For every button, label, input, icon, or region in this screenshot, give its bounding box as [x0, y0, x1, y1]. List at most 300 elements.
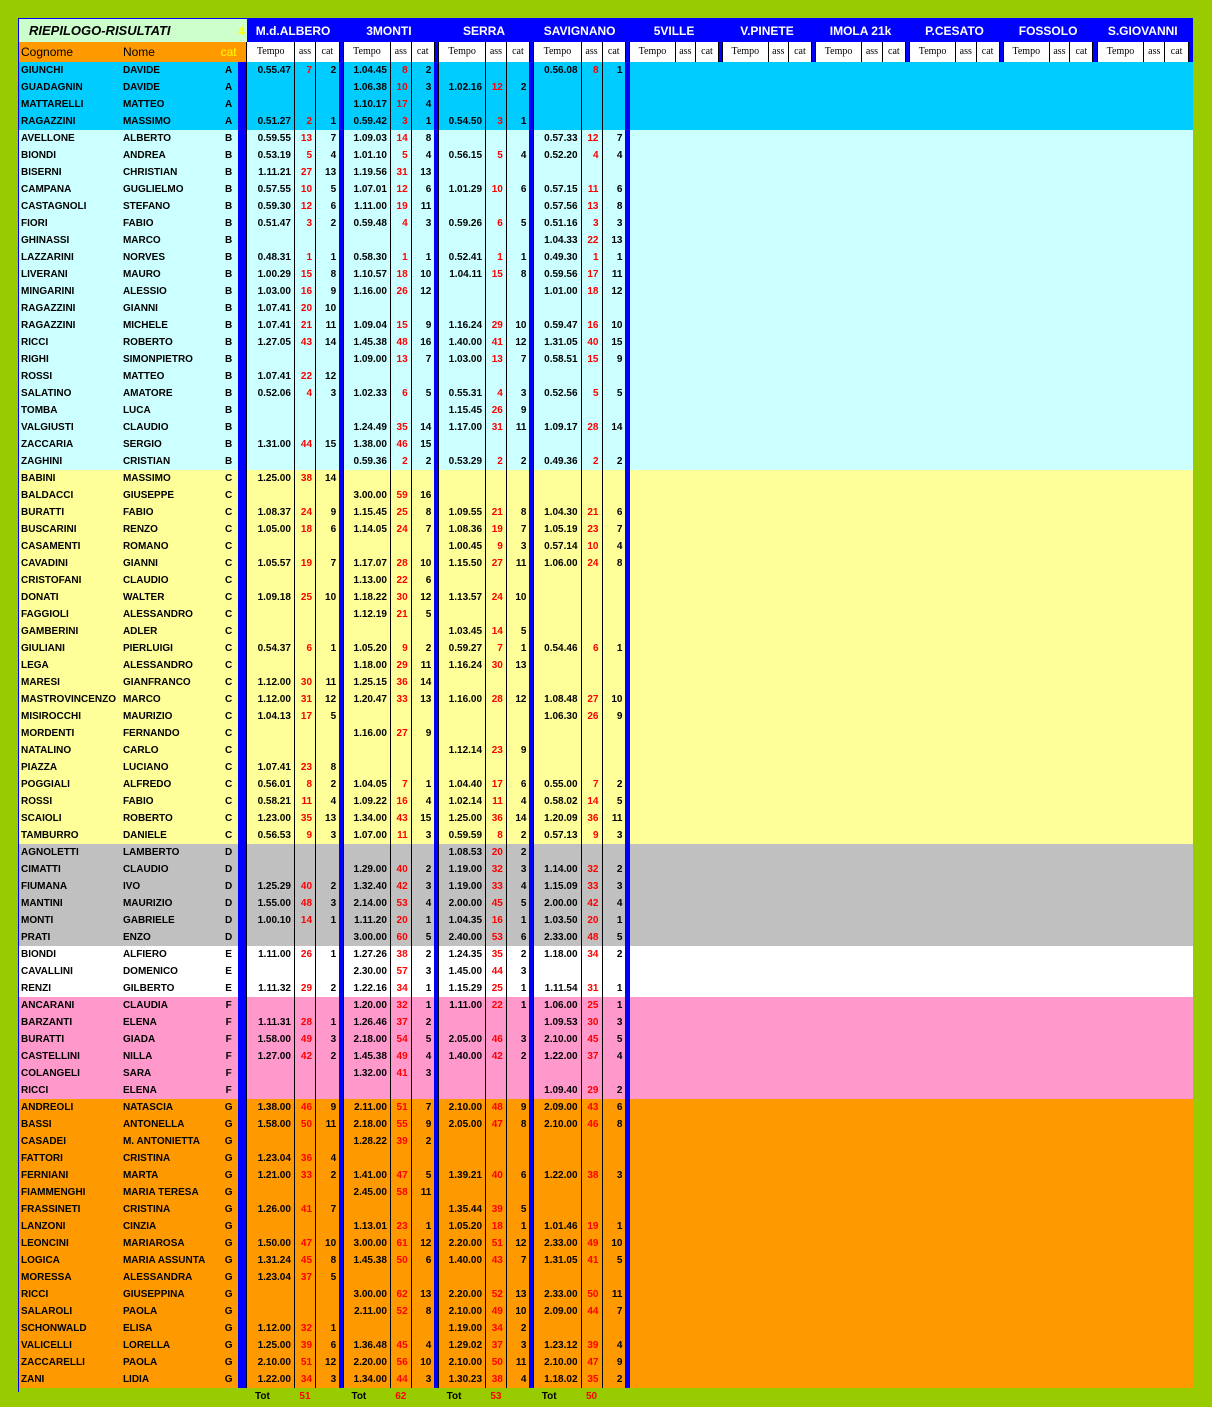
athlete-surname[interactable]: BABINI — [21, 472, 56, 484]
category-position-cell[interactable] — [602, 1133, 625, 1150]
empty-race-cell[interactable] — [723, 181, 816, 198]
overall-position-cell[interactable]: 27 — [581, 691, 602, 708]
overall-position-cell[interactable]: 34 — [390, 980, 411, 997]
empty-race-cell[interactable] — [1097, 521, 1193, 538]
overall-position-cell[interactable]: 50 — [294, 1116, 315, 1133]
race-time-cell[interactable]: 0.58.51 — [534, 351, 581, 368]
overall-position-cell[interactable] — [486, 96, 507, 113]
empty-race-cell[interactable] — [723, 283, 816, 300]
category-position-cell[interactable] — [316, 725, 340, 742]
category-position-cell[interactable]: 2 — [411, 946, 434, 963]
race-time-cell[interactable]: 1.12.00 — [247, 1320, 294, 1337]
race-time-cell[interactable]: 1.15.50 — [439, 555, 486, 572]
athlete-surname[interactable]: ROSSI — [21, 370, 53, 382]
empty-race-cell[interactable] — [1097, 215, 1193, 232]
empty-race-cell[interactable] — [1003, 810, 1097, 827]
category-position-cell[interactable] — [411, 232, 434, 249]
athlete-surname[interactable]: RAGAZZINI — [21, 319, 76, 331]
race-time-cell[interactable] — [247, 997, 294, 1014]
empty-race-cell[interactable] — [1097, 1031, 1193, 1048]
category-position-cell[interactable]: 6 — [316, 1337, 340, 1354]
overall-position-cell[interactable]: 13 — [390, 351, 411, 368]
category-position-cell[interactable]: 3 — [506, 861, 529, 878]
category-position-cell[interactable]: 3 — [316, 895, 340, 912]
empty-race-cell[interactable] — [723, 487, 816, 504]
athlete-surname[interactable]: GHINASSI — [21, 234, 70, 246]
athlete-surname[interactable]: BIONDI — [21, 948, 56, 960]
overall-position-cell[interactable]: 17 — [294, 708, 315, 725]
empty-race-cell[interactable] — [816, 1354, 910, 1371]
category-position-cell[interactable] — [316, 606, 340, 623]
empty-race-cell[interactable] — [910, 725, 1004, 742]
empty-race-cell[interactable] — [723, 266, 816, 283]
overall-position-cell[interactable]: 39 — [294, 1337, 315, 1354]
athlete-surname[interactable]: LEGA — [21, 659, 49, 671]
athlete-category[interactable]: C — [225, 608, 233, 620]
overall-position-cell[interactable]: 23 — [581, 521, 602, 538]
empty-race-cell[interactable] — [816, 79, 910, 96]
category-position-cell[interactable]: 2 — [411, 640, 434, 657]
overall-position-cell[interactable]: 29 — [390, 657, 411, 674]
empty-race-cell[interactable] — [630, 1099, 723, 1116]
race-time-cell[interactable] — [247, 844, 294, 861]
athlete-surname[interactable]: TAMBURRO — [21, 829, 79, 841]
empty-race-cell[interactable] — [1003, 1201, 1097, 1218]
category-position-cell[interactable]: 7 — [602, 130, 625, 147]
race-time-cell[interactable] — [534, 606, 581, 623]
overall-position-cell[interactable]: 25 — [294, 589, 315, 606]
athlete-surname[interactable]: GUADAGNIN — [21, 81, 83, 93]
athlete-surname[interactable]: FAGGIOLI — [21, 608, 69, 620]
empty-race-cell[interactable] — [816, 1150, 910, 1167]
empty-race-cell[interactable] — [1003, 589, 1097, 606]
overall-position-cell[interactable] — [390, 1201, 411, 1218]
overall-position-cell[interactable] — [294, 725, 315, 742]
empty-race-cell[interactable] — [910, 555, 1004, 572]
race-time-cell[interactable] — [534, 1269, 581, 1286]
race-time-cell[interactable] — [439, 283, 486, 300]
category-position-cell[interactable]: 11 — [602, 1286, 625, 1303]
category-position-cell[interactable] — [316, 929, 340, 946]
overall-position-cell[interactable] — [581, 470, 602, 487]
overall-position-cell[interactable]: 4 — [581, 147, 602, 164]
category-position-cell[interactable]: 8 — [506, 266, 529, 283]
athlete-surname[interactable]: BALDACCI — [21, 489, 74, 501]
athlete-surname[interactable]: ANDREOLI — [21, 1101, 74, 1113]
overall-position-cell[interactable]: 3 — [486, 113, 507, 130]
empty-race-cell[interactable] — [1097, 997, 1193, 1014]
race-time-cell[interactable]: 2.00.00 — [534, 895, 581, 912]
overall-position-cell[interactable] — [581, 164, 602, 181]
overall-position-cell[interactable]: 43 — [390, 810, 411, 827]
category-position-cell[interactable] — [602, 470, 625, 487]
overall-position-cell[interactable] — [486, 470, 507, 487]
category-position-cell[interactable]: 2 — [506, 453, 529, 470]
subheader-category-position[interactable]: cat — [1070, 42, 1093, 62]
race-time-cell[interactable]: 1.09.00 — [343, 351, 390, 368]
athlete-name[interactable]: MAURO — [122, 268, 161, 280]
athlete-surname[interactable]: MORESSA — [21, 1271, 72, 1283]
overall-position-cell[interactable]: 18 — [390, 266, 411, 283]
empty-race-cell[interactable] — [630, 487, 723, 504]
category-position-cell[interactable]: 9 — [316, 283, 340, 300]
empty-race-cell[interactable] — [816, 368, 910, 385]
athlete-name[interactable]: CLAUDIO — [122, 574, 169, 586]
category-position-cell[interactable] — [506, 283, 529, 300]
race-header[interactable]: P.CESATO — [910, 19, 999, 42]
overall-position-cell[interactable]: 14 — [390, 130, 411, 147]
race-time-cell[interactable] — [343, 1269, 390, 1286]
category-position-cell[interactable]: 5 — [316, 181, 340, 198]
category-position-cell[interactable]: 3 — [602, 827, 625, 844]
race-time-cell[interactable] — [343, 1201, 390, 1218]
empty-race-cell[interactable] — [816, 980, 910, 997]
subheader-time[interactable]: Tempo — [534, 42, 581, 62]
subheader-position[interactable]: ass — [486, 42, 507, 62]
empty-race-cell[interactable] — [816, 776, 910, 793]
empty-race-cell[interactable] — [1003, 470, 1097, 487]
athlete-name[interactable]: DAVIDE — [122, 81, 160, 93]
race-time-cell[interactable]: 1.15.45 — [439, 402, 486, 419]
empty-race-cell[interactable] — [630, 79, 723, 96]
category-position-cell[interactable]: 1 — [411, 249, 434, 266]
category-position-cell[interactable] — [506, 674, 529, 691]
empty-race-cell[interactable] — [723, 725, 816, 742]
category-position-cell[interactable]: 4 — [506, 147, 529, 164]
empty-race-cell[interactable] — [816, 572, 910, 589]
empty-race-cell[interactable] — [723, 997, 816, 1014]
overall-position-cell[interactable]: 2 — [581, 453, 602, 470]
category-position-cell[interactable]: 14 — [411, 419, 434, 436]
empty-race-cell[interactable] — [630, 1133, 723, 1150]
athlete-surname[interactable]: LIVERANI — [21, 268, 68, 280]
empty-race-cell[interactable] — [1097, 946, 1193, 963]
category-position-cell[interactable]: 2 — [316, 776, 340, 793]
race-time-cell[interactable]: 1.12.00 — [247, 691, 294, 708]
overall-position-cell[interactable] — [294, 657, 315, 674]
empty-race-cell[interactable] — [1097, 368, 1193, 385]
category-position-cell[interactable]: 11 — [506, 1354, 529, 1371]
empty-race-cell[interactable] — [1003, 1320, 1097, 1337]
race-time-cell[interactable]: 1.10.57 — [343, 266, 390, 283]
race-time-cell[interactable] — [343, 1082, 390, 1099]
category-position-cell[interactable]: 5 — [506, 1201, 529, 1218]
overall-position-cell[interactable]: 15 — [390, 317, 411, 334]
race-time-cell[interactable]: 1.45.00 — [439, 963, 486, 980]
category-position-cell[interactable] — [602, 164, 625, 181]
category-position-cell[interactable]: 7 — [411, 1099, 434, 1116]
race-time-cell[interactable]: 1.12.19 — [343, 606, 390, 623]
empty-race-cell[interactable] — [910, 759, 1004, 776]
race-time-cell[interactable]: 1.02.33 — [343, 385, 390, 402]
empty-race-cell[interactable] — [723, 436, 816, 453]
race-time-cell[interactable] — [247, 1218, 294, 1235]
category-position-cell[interactable] — [602, 742, 625, 759]
race-time-cell[interactable] — [439, 674, 486, 691]
race-time-cell[interactable]: 0.57.33 — [534, 130, 581, 147]
overall-position-cell[interactable] — [581, 113, 602, 130]
athlete-name[interactable]: MARCO — [122, 693, 161, 705]
athlete-name[interactable]: MARIA ASSUNTA — [122, 1254, 206, 1266]
empty-race-cell[interactable] — [910, 351, 1004, 368]
race-time-cell[interactable]: 1.34.00 — [343, 1371, 390, 1388]
overall-position-cell[interactable]: 2 — [486, 453, 507, 470]
overall-position-cell[interactable]: 13 — [486, 351, 507, 368]
overall-position-cell[interactable]: 7 — [294, 62, 315, 79]
empty-race-cell[interactable] — [723, 470, 816, 487]
category-position-cell[interactable] — [602, 1150, 625, 1167]
empty-race-cell[interactable] — [1097, 1184, 1193, 1201]
overall-position-cell[interactable] — [390, 1150, 411, 1167]
race-time-cell[interactable] — [534, 164, 581, 181]
empty-race-cell[interactable] — [1097, 96, 1193, 113]
empty-race-cell[interactable] — [630, 147, 723, 164]
athlete-category[interactable]: G — [224, 1271, 233, 1283]
race-time-cell[interactable]: 1.09.03 — [343, 130, 390, 147]
overall-position-cell[interactable] — [294, 419, 315, 436]
empty-race-cell[interactable] — [1097, 708, 1193, 725]
athlete-surname[interactable]: ZANI — [21, 1373, 45, 1385]
category-position-cell[interactable]: 5 — [602, 793, 625, 810]
empty-race-cell[interactable] — [910, 980, 1004, 997]
empty-race-cell[interactable] — [1097, 266, 1193, 283]
category-position-cell[interactable] — [602, 572, 625, 589]
overall-position-cell[interactable]: 18 — [581, 283, 602, 300]
race-header[interactable]: S.GIOVANNI — [1097, 19, 1188, 42]
race-time-cell[interactable]: 0.53.29 — [439, 453, 486, 470]
empty-race-cell[interactable] — [630, 96, 723, 113]
category-position-cell[interactable]: 4 — [316, 1150, 340, 1167]
overall-position-cell[interactable]: 1 — [486, 249, 507, 266]
overall-position-cell[interactable] — [486, 1184, 507, 1201]
category-position-cell[interactable]: 3 — [506, 963, 529, 980]
overall-position-cell[interactable]: 26 — [581, 708, 602, 725]
empty-race-cell[interactable] — [630, 674, 723, 691]
empty-race-cell[interactable] — [910, 130, 1004, 147]
overall-position-cell[interactable] — [581, 657, 602, 674]
category-position-cell[interactable] — [316, 1184, 340, 1201]
empty-race-cell[interactable] — [630, 1184, 723, 1201]
empty-race-cell[interactable] — [910, 895, 1004, 912]
category-position-cell[interactable] — [411, 368, 434, 385]
athlete-surname[interactable]: CAVALLINI — [21, 965, 73, 977]
category-position-cell[interactable]: 7 — [602, 521, 625, 538]
empty-race-cell[interactable] — [630, 521, 723, 538]
category-position-cell[interactable]: 15 — [411, 436, 434, 453]
overall-position-cell[interactable] — [581, 572, 602, 589]
race-time-cell[interactable]: 0.48.31 — [247, 249, 294, 266]
category-position-cell[interactable]: 1 — [602, 980, 625, 997]
category-position-cell[interactable]: 9 — [411, 1116, 434, 1133]
empty-race-cell[interactable] — [910, 640, 1004, 657]
race-time-cell[interactable] — [439, 300, 486, 317]
subheader-time[interactable]: Tempo — [1097, 42, 1144, 62]
race-time-cell[interactable] — [247, 963, 294, 980]
empty-race-cell[interactable] — [1097, 1371, 1193, 1388]
race-time-cell[interactable]: 1.01.00 — [534, 283, 581, 300]
empty-race-cell[interactable] — [1097, 725, 1193, 742]
athlete-category[interactable]: D — [225, 863, 233, 875]
athlete-name[interactable]: FERNANDO — [122, 727, 180, 739]
empty-race-cell[interactable] — [816, 334, 910, 351]
empty-race-cell[interactable] — [723, 606, 816, 623]
race-time-cell[interactable] — [247, 79, 294, 96]
empty-race-cell[interactable] — [1003, 317, 1097, 334]
empty-race-cell[interactable] — [816, 878, 910, 895]
overall-position-cell[interactable]: 34 — [581, 946, 602, 963]
empty-race-cell[interactable] — [1003, 606, 1097, 623]
empty-race-cell[interactable] — [723, 963, 816, 980]
race-time-cell[interactable]: 1.09.18 — [247, 589, 294, 606]
race-time-cell[interactable]: 1.17.00 — [439, 419, 486, 436]
overall-position-cell[interactable]: 28 — [486, 691, 507, 708]
athlete-name[interactable]: STEFANO — [122, 200, 171, 212]
overall-position-cell[interactable] — [486, 1065, 507, 1082]
empty-race-cell[interactable] — [816, 912, 910, 929]
empty-race-cell[interactable] — [1003, 1167, 1097, 1184]
category-position-cell[interactable]: 10 — [316, 1235, 340, 1252]
empty-race-cell[interactable] — [723, 198, 816, 215]
category-position-cell[interactable]: 9 — [411, 725, 434, 742]
empty-race-cell[interactable] — [1097, 1286, 1193, 1303]
athlete-surname[interactable]: GIUNCHI — [21, 64, 64, 76]
category-position-cell[interactable]: 6 — [316, 521, 340, 538]
overall-position-cell[interactable]: 37 — [390, 1014, 411, 1031]
empty-race-cell[interactable] — [816, 419, 910, 436]
athlete-category[interactable]: C — [225, 744, 233, 756]
overall-position-cell[interactable]: 40 — [390, 861, 411, 878]
category-position-cell[interactable] — [411, 1201, 434, 1218]
race-time-cell[interactable] — [439, 1133, 486, 1150]
empty-race-cell[interactable] — [1097, 1014, 1193, 1031]
empty-race-cell[interactable] — [630, 997, 723, 1014]
overall-position-cell[interactable] — [390, 470, 411, 487]
overall-position-cell[interactable]: 35 — [390, 419, 411, 436]
empty-race-cell[interactable] — [816, 487, 910, 504]
empty-race-cell[interactable] — [1003, 657, 1097, 674]
overall-position-cell[interactable] — [486, 487, 507, 504]
empty-race-cell[interactable] — [910, 1235, 1004, 1252]
empty-race-cell[interactable] — [910, 1031, 1004, 1048]
empty-race-cell[interactable] — [816, 62, 910, 79]
category-position-cell[interactable]: 10 — [602, 691, 625, 708]
race-time-cell[interactable]: 2.20.00 — [343, 1354, 390, 1371]
overall-position-cell[interactable]: 33 — [390, 691, 411, 708]
empty-race-cell[interactable] — [816, 317, 910, 334]
overall-position-cell[interactable] — [486, 368, 507, 385]
overall-position-cell[interactable]: 2 — [390, 453, 411, 470]
overall-position-cell[interactable]: 16 — [390, 793, 411, 810]
empty-race-cell[interactable] — [630, 164, 723, 181]
category-position-cell[interactable] — [411, 844, 434, 861]
race-time-cell[interactable]: 0.49.36 — [534, 453, 581, 470]
empty-race-cell[interactable] — [630, 436, 723, 453]
empty-race-cell[interactable] — [910, 606, 1004, 623]
category-position-cell[interactable] — [316, 861, 340, 878]
overall-position-cell[interactable]: 5 — [390, 147, 411, 164]
category-position-cell[interactable]: 8 — [316, 266, 340, 283]
race-time-cell[interactable] — [534, 96, 581, 113]
overall-position-cell[interactable]: 22 — [581, 232, 602, 249]
race-time-cell[interactable]: 0.55.31 — [439, 385, 486, 402]
category-position-cell[interactable]: 2 — [411, 1014, 434, 1031]
athlete-name[interactable]: ELISA — [122, 1322, 153, 1334]
overall-position-cell[interactable]: 25 — [390, 504, 411, 521]
empty-race-cell[interactable] — [1003, 402, 1097, 419]
overall-position-cell[interactable] — [581, 1320, 602, 1337]
category-position-cell[interactable] — [316, 1303, 340, 1320]
athlete-surname[interactable]: AVELLONE — [21, 132, 75, 144]
athlete-category[interactable]: C — [225, 659, 233, 671]
category-position-cell[interactable]: 5 — [411, 1031, 434, 1048]
empty-race-cell[interactable] — [816, 385, 910, 402]
athlete-category[interactable]: C — [225, 642, 233, 654]
overall-position-cell[interactable]: 10 — [581, 538, 602, 555]
race-time-cell[interactable]: 0.56.15 — [439, 147, 486, 164]
empty-race-cell[interactable] — [816, 1269, 910, 1286]
empty-race-cell[interactable] — [816, 725, 910, 742]
category-position-cell[interactable]: 7 — [506, 351, 529, 368]
overall-position-cell[interactable] — [390, 742, 411, 759]
overall-position-cell[interactable]: 36 — [294, 1150, 315, 1167]
athlete-category[interactable]: F — [225, 1067, 232, 1079]
empty-race-cell[interactable] — [723, 1320, 816, 1337]
category-position-cell[interactable]: 9 — [506, 402, 529, 419]
race-time-cell[interactable]: 1.07.41 — [247, 317, 294, 334]
race-time-cell[interactable]: 1.18.00 — [343, 657, 390, 674]
race-time-cell[interactable]: 1.25.29 — [247, 878, 294, 895]
empty-race-cell[interactable] — [630, 827, 723, 844]
overall-position-cell[interactable] — [581, 1201, 602, 1218]
empty-race-cell[interactable] — [723, 878, 816, 895]
overall-position-cell[interactable]: 36 — [486, 810, 507, 827]
empty-race-cell[interactable] — [1097, 844, 1193, 861]
overall-position-cell[interactable] — [294, 351, 315, 368]
category-position-cell[interactable]: 3 — [411, 79, 434, 96]
athlete-surname[interactable]: NATALINO — [21, 744, 72, 756]
athlete-category[interactable]: F — [225, 1033, 232, 1045]
overall-position-cell[interactable]: 3 — [581, 215, 602, 232]
race-time-cell[interactable]: 1.11.54 — [534, 980, 581, 997]
overall-position-cell[interactable]: 22 — [486, 997, 507, 1014]
empty-race-cell[interactable] — [630, 334, 723, 351]
overall-position-cell[interactable] — [294, 1303, 315, 1320]
race-time-cell[interactable]: 1.22.00 — [247, 1371, 294, 1388]
empty-race-cell[interactable] — [1003, 691, 1097, 708]
athlete-surname[interactable]: FATTORI — [21, 1152, 63, 1164]
empty-race-cell[interactable] — [723, 1014, 816, 1031]
athlete-surname[interactable]: MANTINI — [21, 897, 63, 909]
empty-race-cell[interactable] — [1003, 1133, 1097, 1150]
empty-race-cell[interactable] — [1097, 606, 1193, 623]
athlete-surname[interactable]: FIAMMENGHI — [21, 1186, 86, 1198]
overall-position-cell[interactable] — [294, 742, 315, 759]
race-time-cell[interactable]: 1.06.00 — [534, 997, 581, 1014]
empty-race-cell[interactable] — [630, 742, 723, 759]
category-position-cell[interactable]: 3 — [411, 1065, 434, 1082]
overall-position-cell[interactable]: 20 — [486, 844, 507, 861]
category-position-cell[interactable] — [602, 96, 625, 113]
race-time-cell[interactable]: 0.59.56 — [534, 266, 581, 283]
race-time-cell[interactable]: 2.05.00 — [439, 1116, 486, 1133]
subheader-time[interactable]: Tempo — [723, 42, 768, 62]
category-position-cell[interactable]: 2 — [506, 1320, 529, 1337]
race-time-cell[interactable] — [247, 725, 294, 742]
empty-race-cell[interactable] — [910, 198, 1004, 215]
category-position-cell[interactable]: 6 — [506, 776, 529, 793]
athlete-category[interactable]: B — [225, 353, 233, 365]
race-time-cell[interactable]: 1.02.16 — [439, 79, 486, 96]
